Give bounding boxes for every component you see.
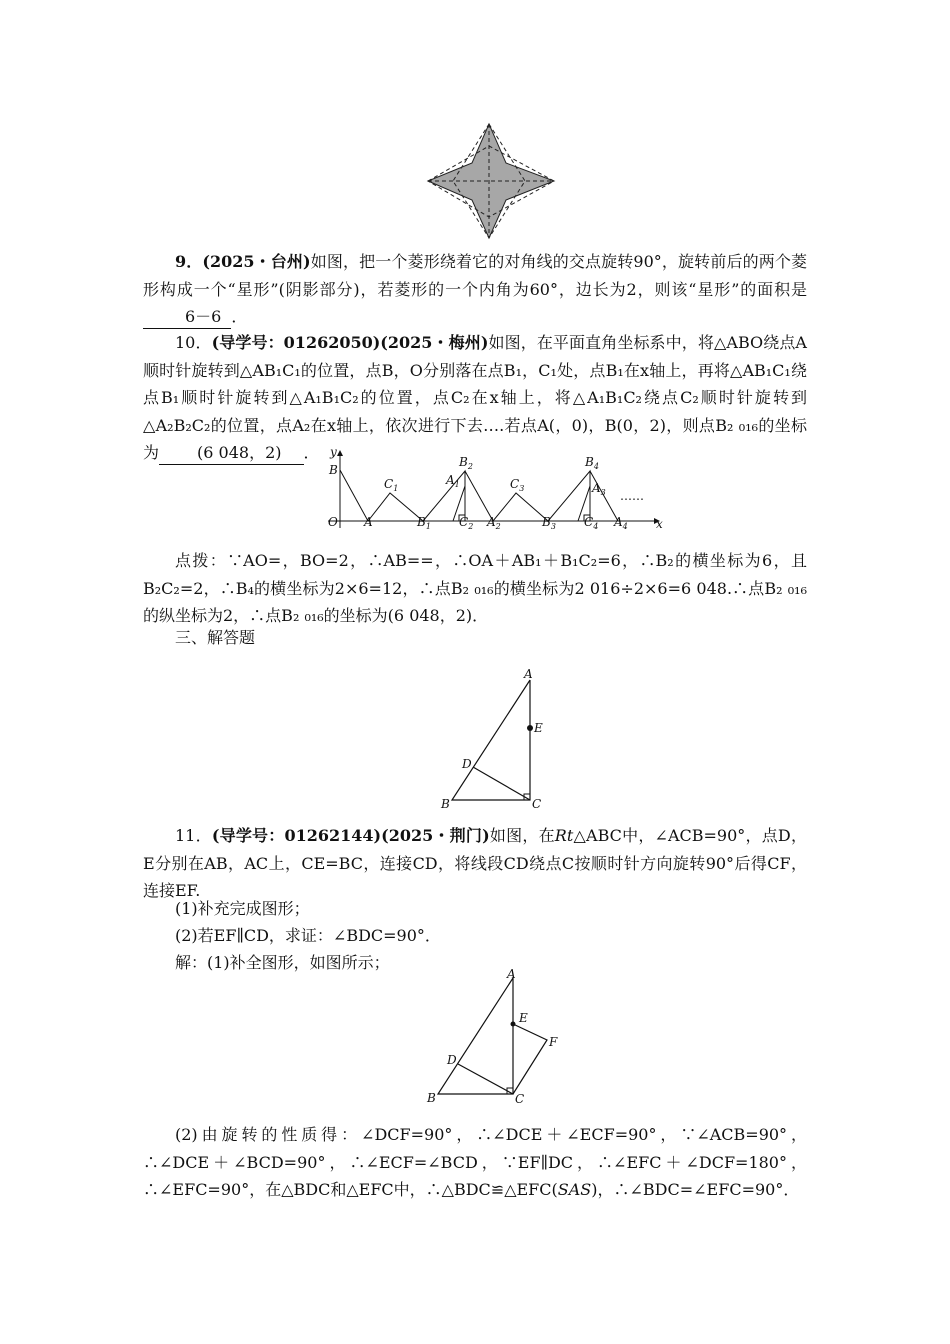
fig2-label-B: B bbox=[427, 1091, 436, 1105]
q9-text: 如图，把一个菱形绕着它的对角线的交点旋转90°，旋转前后的两个菱形构成一个“星形”(阴影部分)，若菱形的一个内角为60°，边长为2，则该“星形”的面积是 bbox=[143, 252, 807, 299]
label-A2: $A_2$ bbox=[487, 515, 501, 531]
fig2-label-D: D bbox=[447, 1053, 457, 1067]
label-A1: $A_1$ bbox=[446, 473, 460, 489]
q11-solution-1: 解：(1)补全图形，如图所示； bbox=[175, 953, 390, 972]
label-B: B bbox=[329, 463, 338, 477]
q11-part1: (1)补充完成图形； bbox=[175, 899, 310, 918]
fig2-label-A: A bbox=[507, 967, 516, 981]
label-O: O bbox=[328, 515, 338, 529]
q11-sol2-text-a: (2)由旋转的性质得：∠DCF=90°，∴∠DCE＋∠ECF=90°，∵∠ACB=90°，∴∠DCE＋∠BCD=90°，∴∠ECF=∠BCD，∵EF∥DC，∴∠EFC＋∠DCF=180°，∴∠EFC=90°，在△BDC和△EFC中，∴△BDC≌△EFC( bbox=[143, 1125, 807, 1199]
fig1-label-E: E bbox=[534, 721, 543, 735]
label-B1: $B_1$ bbox=[417, 515, 431, 531]
label-C2: $C_2$ bbox=[459, 515, 474, 531]
fig1-label-D: D bbox=[462, 757, 472, 771]
q11-number: 11． bbox=[175, 826, 212, 845]
q11-sol2-text-b: )，∴∠BDC=∠EFC=90°． bbox=[591, 1180, 800, 1199]
question-10 bbox=[143, 329, 807, 467]
q11-sas: SAS bbox=[557, 1180, 592, 1199]
label-A: A bbox=[364, 515, 373, 529]
label-C4: $C_4$ bbox=[584, 515, 599, 531]
coordinate-figure bbox=[320, 448, 670, 532]
fig2-label-F: F bbox=[549, 1035, 558, 1049]
q10-number: 10． bbox=[175, 333, 212, 352]
q9-answer: 6－6 bbox=[143, 306, 231, 329]
label-C3: $C_3$ bbox=[510, 477, 525, 493]
y-axis-label: y bbox=[330, 448, 337, 459]
fig1-label-A: A bbox=[524, 667, 533, 681]
fig2-label-C: C bbox=[515, 1092, 525, 1106]
q9-end: ． bbox=[231, 307, 248, 326]
q11-solution-2 bbox=[143, 1121, 807, 1204]
q11-part2: (2)若EF∥CD，求证：∠BDC=90°． bbox=[175, 926, 441, 945]
q10-answer: (6 048，2) bbox=[159, 442, 303, 465]
q11-rt: Rt bbox=[554, 826, 574, 845]
label-A4: $A_4$ bbox=[614, 515, 628, 531]
label-B4: $B_4$ bbox=[585, 455, 599, 471]
fig2-label-E: E bbox=[519, 1011, 528, 1025]
q9-source: (2025・台州) bbox=[202, 252, 311, 271]
q11-source: (导学号：01262144)(2025・荆门) bbox=[211, 826, 490, 845]
q11-text-a: 如图，在 bbox=[489, 826, 555, 845]
q10-hint: 点拨：∵AO=，BO=2，∴AB==，∴OA＋AB₁＋B₁C₂=6，∴B₂的横坐标为6，且B₂C₂=2，∴B₄的横坐标为2×6=12，∴点B₂ ₀₁₆的横坐标为2 016÷2×6=6 048.∴点B₂ ₀₁₆的纵坐标为2，∴点B₂ ₀₁₆的坐标为(6 048，2)． bbox=[143, 551, 807, 625]
q10-end: ． bbox=[303, 443, 320, 462]
question-11 bbox=[143, 822, 807, 905]
q10-text: 如图，在平面直角坐标系中，将△ABO绕点A顺时针旋转到△AB₁C₁的位置，点B，O分别落在点B₁，C₁处，点B₁在x轴上，再将△AB₁C₁绕点B₁顺时针旋转到△A₁B₁C₂的位置，点C₂在x轴上，将△A₁B₁C₂绕点C₂顺时针旋转到△A₂B₂C₂的位置，点A₂在x轴上，依次进行下去….若点A(，0)，B(0，2)，则点B₂ ₀₁₆的坐标为 bbox=[143, 333, 807, 462]
star-figure bbox=[425, 120, 560, 242]
fig1-label-B: B bbox=[441, 797, 450, 810]
triangle-figure-1 bbox=[436, 664, 548, 810]
question-9 bbox=[143, 248, 807, 331]
triangle-figure-2 bbox=[421, 966, 561, 1108]
fig1-label-C: C bbox=[532, 797, 542, 810]
x-axis-label: x bbox=[656, 517, 663, 531]
label-B3: $B_3$ bbox=[542, 515, 556, 531]
q10-source: (导学号：01262050)(2025・梅州) bbox=[211, 333, 489, 352]
section-heading: 三、解答题 bbox=[175, 628, 256, 647]
q11-text-b: △ABC中，∠ACB=90°，点D，E分别在AB，AC上，CE=BC，连接CD，将线段CD绕点C按顺时针方向旋转90°后得CF，连接EF. bbox=[143, 826, 807, 900]
label-B2: $B_2$ bbox=[459, 455, 473, 471]
ellipsis: …… bbox=[620, 489, 644, 503]
label-C1: $C_1$ bbox=[384, 477, 399, 493]
label-A3: $A_3$ bbox=[592, 481, 606, 497]
q9-number: 9． bbox=[175, 252, 203, 271]
